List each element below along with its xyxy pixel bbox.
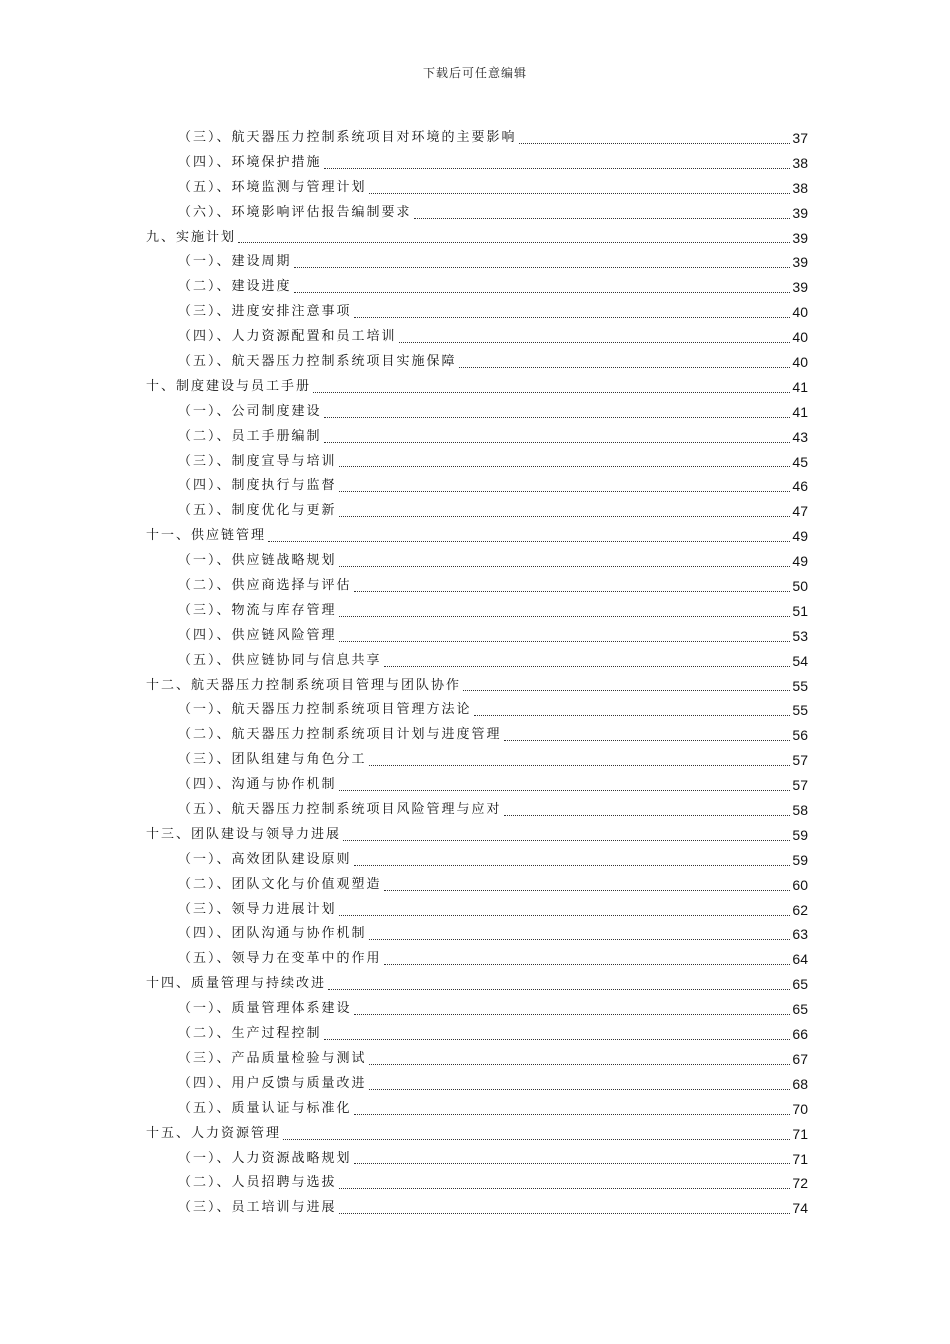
toc-chapter-entry[interactable] (146, 674, 808, 699)
toc-section-entry[interactable] (146, 649, 808, 674)
toc-entry-page-number: 40 (792, 354, 808, 370)
toc-dot-leader (384, 890, 791, 891)
toc-dot-leader (504, 740, 791, 741)
toc-entry-title: （一）、人力资源战略规划 (178, 1150, 352, 1166)
toc-entry-title: 十一、供应链管理 (146, 528, 267, 544)
toc-entry-title: 十、制度建设与员工手册 (146, 378, 312, 394)
toc-entry-page-number: 74 (792, 1200, 808, 1217)
toc-section-entry[interactable] (146, 1147, 808, 1172)
toc-dot-leader (339, 616, 791, 617)
toc-section-entry[interactable] (146, 499, 808, 524)
toc-dot-leader (354, 1014, 791, 1015)
toc-entry-page-number: 40 (792, 304, 808, 321)
toc-dot-leader (339, 466, 791, 467)
toc-entry-page-number: 50 (792, 578, 808, 595)
toc-entry-page-number: 59 (792, 851, 808, 868)
toc-dot-leader (354, 1114, 791, 1115)
toc-section-entry[interactable] (146, 1171, 808, 1196)
toc-dot-leader (324, 417, 791, 418)
toc-entry-page-number: 65 (792, 1001, 808, 1018)
toc-dot-leader (519, 143, 791, 144)
toc-entry-title: 九、实施计划 (146, 229, 237, 245)
toc-chapter-entry[interactable] (146, 524, 808, 549)
toc-entry-page-number: 45 (792, 453, 808, 470)
toc-dot-leader (324, 442, 791, 443)
toc-entry-page-number: 67 (792, 1050, 808, 1067)
toc-entry-title: （二）、航天器压力控制系统项目计划与进度管理 (178, 727, 502, 743)
toc-section-entry[interactable] (146, 574, 808, 599)
toc-chapter-entry[interactable] (146, 972, 808, 997)
toc-entry-title: （四）、团队沟通与协作机制 (178, 926, 367, 942)
toc-entry-page-number: 64 (792, 951, 808, 968)
toc-dot-leader (369, 939, 791, 940)
toc-entry-title: （二）、供应商选择与评估 (178, 578, 352, 594)
toc-entry-title: （五）、制度优化与更新 (178, 503, 337, 519)
toc-entry-title: （一）、质量管理体系建设 (178, 1001, 352, 1017)
toc-entry-title: 十三、团队建设与领导力进展 (146, 826, 342, 842)
toc-entry-page-number: 66 (792, 1026, 808, 1043)
toc-dot-leader (369, 1089, 791, 1090)
toc-entry-page-number: 39 (792, 254, 808, 271)
toc-entry-page-number: 41 (792, 378, 808, 395)
toc-section-entry[interactable] (146, 624, 808, 649)
toc-entry-title: （五）、航天器压力控制系统项目实施保障 (178, 354, 457, 369)
toc-dot-leader (339, 1213, 791, 1214)
toc-dot-leader (238, 242, 790, 243)
toc-entry-page-number: 68 (792, 1075, 808, 1092)
toc-entry-title: （五）、环境监测与管理计划 (178, 179, 367, 195)
toc-entry-page-number: 62 (792, 901, 808, 918)
toc-entry-page-number: 41 (792, 403, 808, 420)
toc-section-entry[interactable] (146, 1097, 808, 1122)
toc-entry-title: （五）、质量认证与标准化 (178, 1100, 352, 1116)
toc-entry-title: （三）、航天器压力控制系统项目对环境的主要影响 (178, 129, 517, 145)
toc-entry-page-number: 39 (792, 204, 808, 221)
toc-entry-page-number: 43 (792, 428, 808, 445)
toc-entry-page-number: 37 (792, 129, 808, 146)
toc-dot-leader (354, 865, 791, 866)
toc-dot-leader (343, 840, 790, 841)
toc-section-entry[interactable] (146, 723, 808, 748)
toc-dot-leader (339, 790, 791, 791)
toc-dot-leader (414, 218, 791, 219)
toc-dot-leader (339, 1188, 791, 1189)
toc-dot-leader (504, 815, 791, 816)
toc-entry-page-number: 72 (792, 1175, 808, 1192)
toc-section-entry[interactable] (146, 947, 808, 972)
toc-dot-leader (339, 915, 791, 916)
toc-dot-leader (339, 641, 791, 642)
toc-dot-leader (339, 566, 791, 567)
toc-entry-page-number: 57 (792, 752, 808, 769)
toc-dot-leader (328, 989, 790, 990)
toc-dot-leader (474, 715, 791, 716)
toc-entry-title: 十四、质量管理与持续改进 (146, 976, 327, 992)
toc-dot-leader (354, 317, 791, 318)
toc-section-entry[interactable] (146, 176, 808, 201)
toc-entry-title: （三）、领导力进展计划 (178, 901, 337, 917)
toc-entry-title: （三）、物流与库存管理 (178, 602, 337, 618)
toc-entry-page-number: 53 (792, 627, 808, 644)
toc-entry-title: （六）、环境影响评估报告编制要求 (178, 204, 412, 220)
toc-dot-leader (384, 964, 791, 965)
toc-entry-title: （二）、员工手册编制 (178, 428, 322, 444)
toc-entry-title: （四）、制度执行与监督 (178, 478, 337, 494)
toc-entry-page-number: 49 (792, 553, 808, 570)
toc-dot-leader (294, 292, 791, 293)
toc-section-entry[interactable] (146, 201, 808, 226)
toc-entry-page-number: 54 (792, 652, 808, 669)
toc-entry-page-number: 38 (792, 154, 808, 171)
toc-section-entry[interactable] (146, 698, 808, 723)
toc-entry-title: （一）、建设周期 (178, 254, 292, 270)
toc-entry-title: （一）、高效团队建设原则 (178, 851, 352, 867)
toc-section-entry[interactable] (146, 400, 808, 425)
toc-section-entry[interactable] (146, 425, 808, 450)
toc-section-entry[interactable] (146, 848, 808, 873)
toc-entry-title: （二）、建设进度 (178, 279, 292, 295)
toc-entry-page-number: 59 (792, 826, 808, 843)
toc-section-entry[interactable] (146, 549, 808, 574)
toc-entry-title: （一）、供应链战略规划 (178, 553, 337, 569)
toc-entry-page-number: 65 (792, 976, 808, 993)
toc-dot-leader (294, 267, 791, 268)
toc-section-entry[interactable] (146, 126, 808, 151)
toc-entry-page-number: 71 (792, 1150, 808, 1167)
toc-entry-title: （五）、供应链协同与信息共享 (178, 652, 382, 668)
toc-dot-leader (354, 1163, 791, 1164)
toc-section-entry[interactable] (146, 151, 808, 176)
toc-entry-title: （三）、产品质量检验与测试 (178, 1050, 367, 1066)
toc-section-entry[interactable] (146, 599, 808, 624)
toc-entry-page-number: 40 (792, 329, 808, 346)
toc-entry-title: （四）、用户反馈与质量改进 (178, 1075, 367, 1091)
toc-section-entry[interactable] (146, 898, 808, 923)
toc-entry-page-number: 55 (792, 702, 808, 719)
toc-entry-page-number: 58 (792, 802, 808, 819)
toc-dot-leader (283, 1139, 790, 1140)
toc-entry-title: （一）、航天器压力控制系统项目管理方法论 (178, 702, 472, 718)
toc-section-entry[interactable] (146, 997, 808, 1022)
toc-dot-leader (384, 666, 791, 667)
toc-section-entry[interactable] (146, 300, 808, 325)
toc-section-entry[interactable] (146, 1072, 808, 1097)
toc-entry-title: （三）、进度安排注意事项 (178, 304, 352, 320)
toc-section-entry[interactable] (146, 1047, 808, 1072)
toc-dot-leader (324, 168, 791, 169)
toc-section-entry[interactable] (146, 275, 808, 300)
toc-entry-page-number: 46 (792, 478, 808, 495)
toc-dot-leader (369, 193, 791, 194)
toc-entry-page-number: 57 (792, 777, 808, 794)
toc-entry-page-number: 47 (792, 503, 808, 520)
toc-entry-page-number: 39 (792, 229, 808, 246)
toc-section-entry[interactable] (146, 773, 808, 798)
toc-chapter-entry[interactable] (146, 226, 808, 251)
toc-section-entry[interactable] (146, 474, 808, 499)
toc-entry-page-number: 70 (792, 1100, 808, 1117)
table-of-contents (146, 126, 808, 1221)
toc-dot-leader (339, 491, 791, 492)
toc-entry-title: （三）、员工培训与进展 (178, 1200, 337, 1216)
toc-entry-title: （一）、公司制度建设 (178, 403, 322, 419)
toc-entry-title: 十五、人力资源管理 (146, 1125, 282, 1141)
toc-dot-leader (399, 342, 791, 343)
toc-entry-title: 十二、航天器压力控制系统项目管理与团队协作 (146, 677, 462, 693)
toc-dot-leader (459, 367, 791, 368)
toc-dot-leader (313, 392, 790, 393)
toc-entry-page-number: 60 (792, 876, 808, 893)
toc-dot-leader (268, 541, 790, 542)
toc-section-entry[interactable] (146, 1022, 808, 1047)
toc-section-entry[interactable] (146, 450, 808, 475)
toc-chapter-entry[interactable] (146, 1122, 808, 1147)
toc-entry-title: （三）、制度宣导与培训 (178, 453, 337, 469)
toc-section-entry[interactable] (146, 923, 808, 948)
toc-section-entry[interactable] (146, 350, 808, 375)
toc-dot-leader (369, 765, 791, 766)
toc-section-entry[interactable] (146, 325, 808, 350)
toc-section-entry[interactable] (146, 798, 808, 823)
toc-entry-title: （五）、领导力在变革中的作用 (178, 951, 382, 967)
toc-entry-page-number: 49 (792, 528, 808, 545)
toc-entry-title: （四）、环境保护措施 (178, 154, 322, 170)
toc-entry-page-number: 63 (792, 926, 808, 943)
toc-section-entry[interactable] (146, 250, 808, 275)
toc-entry-title: （二）、人员招聘与选拔 (178, 1175, 337, 1191)
toc-entry-page-number: 56 (792, 727, 808, 744)
toc-entry-page-number: 71 (792, 1125, 808, 1142)
toc-entry-page-number: 55 (792, 677, 808, 694)
toc-entry-page-number: 39 (792, 279, 808, 296)
toc-dot-leader (339, 516, 791, 517)
toc-dot-leader (463, 690, 790, 691)
toc-section-entry[interactable] (146, 748, 808, 773)
toc-entry-title: （二）、团队文化与价值观塑造 (178, 876, 382, 892)
toc-dot-leader (354, 591, 791, 592)
toc-entry-page-number: 38 (792, 179, 808, 196)
toc-entry-title: （四）、沟通与协作机制 (178, 777, 337, 793)
toc-entry-title: （三）、团队组建与角色分工 (178, 752, 367, 768)
toc-entry-title: （五）、航天器压力控制系统项目风险管理与应对 (178, 802, 502, 818)
toc-entry-page-number: 51 (792, 602, 808, 619)
toc-dot-leader (369, 1064, 791, 1065)
toc-dot-leader (324, 1039, 791, 1040)
page-header: 下载后可任意编辑 (422, 66, 527, 80)
toc-entry-title: （二）、生产过程控制 (178, 1026, 322, 1042)
toc-chapter-entry[interactable] (146, 823, 808, 848)
toc-section-entry[interactable] (146, 873, 808, 898)
toc-entry-title: （四）、供应链风险管理 (178, 627, 337, 643)
toc-chapter-entry[interactable] (146, 375, 808, 400)
toc-entry-title: （四）、人力资源配置和员工培训 (178, 329, 397, 345)
toc-section-entry[interactable] (146, 1196, 808, 1221)
